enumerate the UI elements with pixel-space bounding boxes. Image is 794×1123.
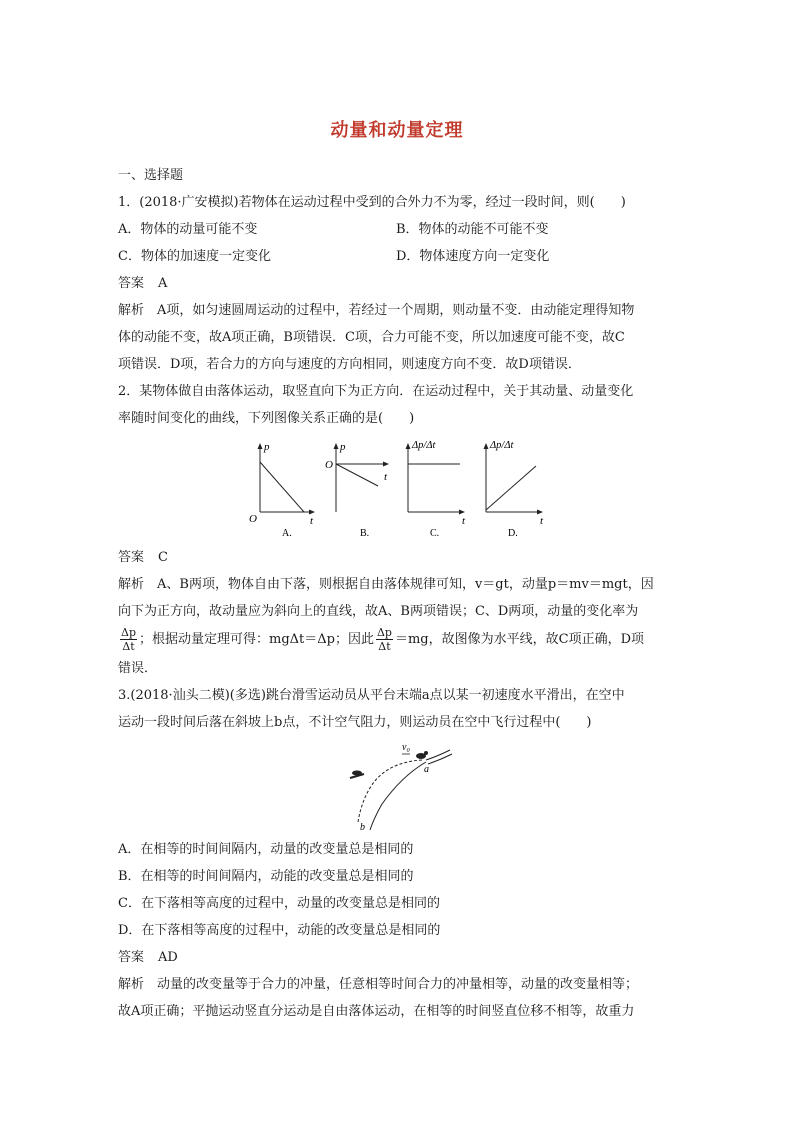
graph-d-caption: D.: [508, 528, 518, 539]
answer-value: A: [158, 276, 168, 291]
answer-label: 答案: [118, 550, 145, 565]
q1-analysis-line-3: 项错误．D项，若合力的方向与速度的方向相同，则速度方向不变．故D项错误．: [118, 357, 581, 372]
graph-b-caption: B.: [360, 528, 370, 539]
point-a-label: a: [424, 764, 429, 775]
page-title: 动量和动量定理: [330, 120, 464, 141]
fraction-dp-dt: $\frac{\Delta p}{\Delta t}$: [121, 626, 136, 653]
q1-options-row-2: [118, 243, 678, 270]
graph-a-origin: O: [249, 513, 257, 525]
q3-answer: [118, 944, 678, 971]
graph-b: [322, 434, 394, 548]
graph-b-line: [336, 464, 378, 486]
v0-label: v₀: [402, 742, 410, 753]
fraction-dp-dt: $\frac{\Delta p}{\Delta t}$: [376, 626, 392, 653]
graph-a-xlabel: t: [310, 515, 314, 527]
graph-c-caption: C.: [430, 528, 440, 539]
q3-stem-line-1: 3.(2018·汕头二模)(多选)跳台滑雪运动员从平台末端a点以某一初速度水平滑出，在空中: [118, 688, 625, 703]
q3-option-a: A．在相等的时间间隔内，动量的改变量总是相同的: [118, 842, 414, 857]
q1-option-c: C．物体的加速度一定变化: [118, 249, 271, 264]
q3-option-c: C．在下落相等高度的过程中，动量的改变量总是相同的: [118, 896, 440, 911]
graph-d-line: [486, 466, 536, 510]
q2-analysis-line-3: $\frac{\Delta p}{\Delta t}$ ；根据动量定理可得：mgΔt＝Δp；因此 $\frac{\Delta p}{\Delta t}$ ＝mg，故图像为水平线，故C项正确，D项: [121, 626, 645, 653]
q1-option-b: B．物体的动能不可能不变: [396, 222, 549, 237]
q2-analysis-line-1: 解析 A、B两项，物体自由下落，则根据自由落体规律可知，v＝gt，动量p＝mv＝mgt，因: [118, 577, 654, 592]
graph-b-origin: O: [325, 459, 333, 471]
q3-option-b: B．在相等的时间间隔内，动能的改变量总是相同的: [118, 869, 414, 884]
graph-b-xlabel: t: [384, 471, 388, 483]
answer-value: AD: [158, 950, 178, 965]
q3-option-d: D．在下落相等高度的过程中，动能的改变量总是相同的: [118, 923, 441, 938]
q2-stem-line-1: 2．某物体做自由落体运动，取竖直向下为正方向．在运动过程中，关于其动量、动量变化: [118, 384, 634, 399]
q1-answer: [118, 270, 678, 297]
point-b-label: b: [360, 822, 365, 832]
graph-a-ylabel: p: [264, 441, 270, 453]
q1-option-a: A．物体的动量可能不变: [118, 222, 258, 237]
q1-option-d: D．物体速度方向一定变化: [396, 249, 550, 264]
ski-jump-figure: [118, 740, 678, 832]
answer-label: 答案: [118, 950, 145, 965]
graph-d-xlabel: t: [540, 515, 544, 527]
graph-c: [400, 434, 476, 548]
q2-analysis-line-2: 向下为正方向，故动量应为斜向上的直线，故A、B两项错误；C、D两项，动量的变化率为: [118, 604, 639, 619]
graph-c-xlabel: t: [462, 515, 466, 527]
q2-stem-line-2: 率随时间变化的曲线，下列图像关系正确的是( ): [118, 411, 415, 426]
q1-options-row-1: [118, 216, 678, 243]
q3-analysis-line-2: 故A项正确；平抛运动竖直分运动是自由落体运动，在相等的时间竖直位移不相等，故重力: [118, 1004, 635, 1019]
graph-b-ylabel: p: [340, 441, 346, 453]
section-heading: 一、选择题: [118, 168, 184, 183]
graph-d-ylabel: Δp/Δt: [490, 440, 514, 451]
graph-a-caption: A.: [282, 528, 292, 539]
q1-stem: 1．(2018·广安模拟)若物体在运动过程中受到的合外力不为零，经过一段时间，则( ): [118, 195, 626, 210]
graph-a: [246, 434, 318, 548]
graph-c-ylabel: Δp/Δt: [412, 440, 436, 451]
answer-label: 答案: [118, 276, 145, 291]
q2-answer: [118, 544, 678, 571]
answer-value: C: [158, 550, 168, 565]
q3-stem-line-2: 运动一段时间后落在斜坡上b点，不计空气阻力，则运动员在空中飞行过程中( ): [118, 715, 592, 730]
graph-a-line: [260, 462, 304, 512]
q3-analysis-line-1: 解析 动量的改变量等于合力的冲量，任意相等时间合力的冲量相等，动量的改变量相等；: [118, 977, 639, 992]
q2-analysis-line-4: 错误．: [118, 661, 158, 676]
q1-analysis-line-1: 解析 A项，如匀速圆周运动的过程中，若经过一个周期，则动量不变．由动能定理得知物: [118, 303, 635, 318]
document-body: [118, 162, 678, 1025]
q2-graph-figure: [118, 434, 678, 540]
q1-analysis-line-2: 体的动能不变，故A项正确，B项错误．C项，合力可能不变，所以加速度可能不变，故C: [118, 330, 625, 345]
graph-d: [478, 434, 554, 548]
